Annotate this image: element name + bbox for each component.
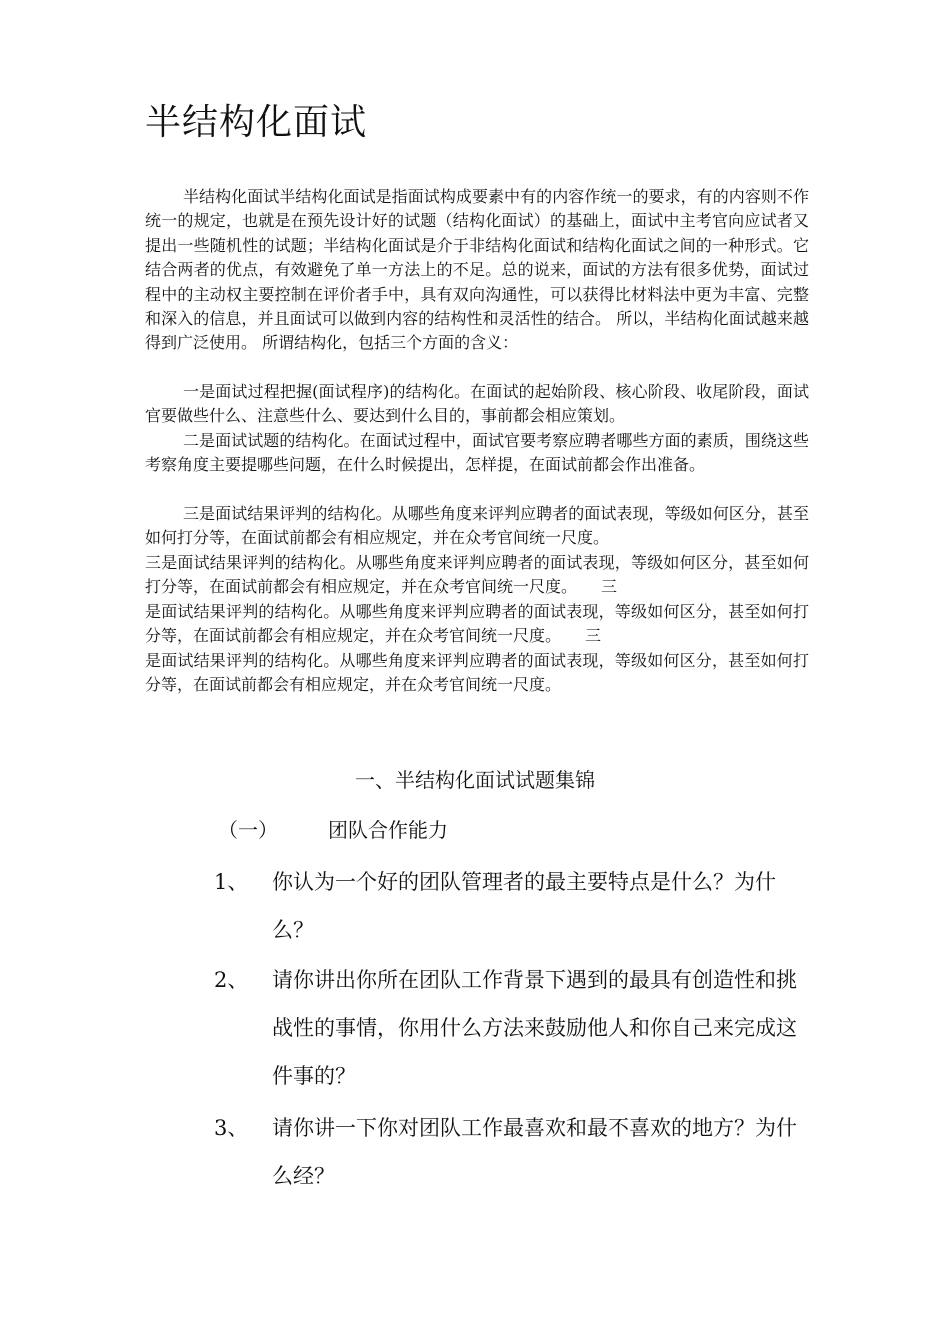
sub-heading-title: 团队合作能力 — [328, 818, 448, 842]
intro-paragraph: 半结构化面试半结构化面试是指面试构成要素中有的内容作统一的要求，有的内容则不作统一的规定，也就是在预先设计好的试题（结构化面试）的基础上，面试中主考官向应试者又提出一些随机性的试题；半结构化面试是介于非结构化面试和结构化面试之间的一种形式。它结合两者的优点，有效避免了单一方法上的不足。总的说来，面试的方法有很多优势，面试过程中的主动权主要控制在评价者手中，具有双向沟通性，可以获得比材料法中更为丰富、完整和深入的信息，并且面试可以做到内容的结构性和灵活性的结合。 所以，半结构化面试越来越得到广泛使用。 所谓结构化，包括三个方面的含义： — [145, 187, 809, 353]
question-number: 3、 — [214, 1116, 249, 1140]
question-text: 请你讲出你所在团队工作背景下遇到的最具有创造性和挑战性的事情，你用什么方法来鼓励他人和你自己来完成这件事的？ — [272, 968, 797, 1088]
question-item — [214, 858, 814, 954]
question-item — [214, 956, 814, 1100]
repeated-paragraph-2: 是面试结果评判的结构化。从哪些角度来评判应聘者的面试表现，等级如何区分，甚至如何打分等，在面试前都会有相应规定，并在众考官间统一尺度。 三 — [145, 602, 809, 646]
point-three-paragraph: 三是面试结果评判的结构化。从哪些角度来评判应聘者的面试表现，等级如何区分，甚至如何打分等，在面试前都会有相应规定，并在众考官间统一尺度。 — [145, 504, 809, 548]
point-one-paragraph: 一是面试过程把握(面试程序)的结构化。在面试的起始阶段、核心阶段、收尾阶段，面试官要做些什么、注意些什么、要达到什么目的，事前都会相应策划。 — [145, 382, 809, 426]
question-text: 你认为一个好的团队管理者的最主要特点是什么？为什么？ — [272, 870, 776, 942]
point-two-paragraph: 二是面试试题的结构化。在面试过程中，面试官要考察应聘者哪些方面的素质，围绕这些考察角度主要提哪些问题，在什么时候提出，怎样提，在面试前都会作出准备。 — [145, 431, 809, 475]
sub-heading — [218, 815, 448, 845]
question-number: 2、 — [214, 968, 249, 992]
repeated-paragraph-3: 是面试结果评判的结构化。从哪些角度来评判应聘者的面试表现，等级如何区分，甚至如何打分等，在面试前都会有相应规定，并在众考官间统一尺度。 — [145, 651, 809, 695]
sub-heading-number: （一） — [218, 818, 278, 842]
section-heading: 一、半结构化面试试题集锦 — [355, 768, 595, 792]
repeated-paragraph-1: 三是面试结果评判的结构化。从哪些角度来评判应聘者的面试表现，等级如何区分，甚至如何打分等，在面试前都会有相应规定，并在众考官间统一尺度。 三 — [145, 553, 809, 597]
question-text: 请你讲一下你对团队工作最喜欢和最不喜欢的地方？为什么经？ — [272, 1116, 797, 1188]
question-item — [214, 1104, 814, 1200]
question-number: 1、 — [214, 870, 249, 894]
document-title: 半结构化面试 — [145, 102, 368, 143]
